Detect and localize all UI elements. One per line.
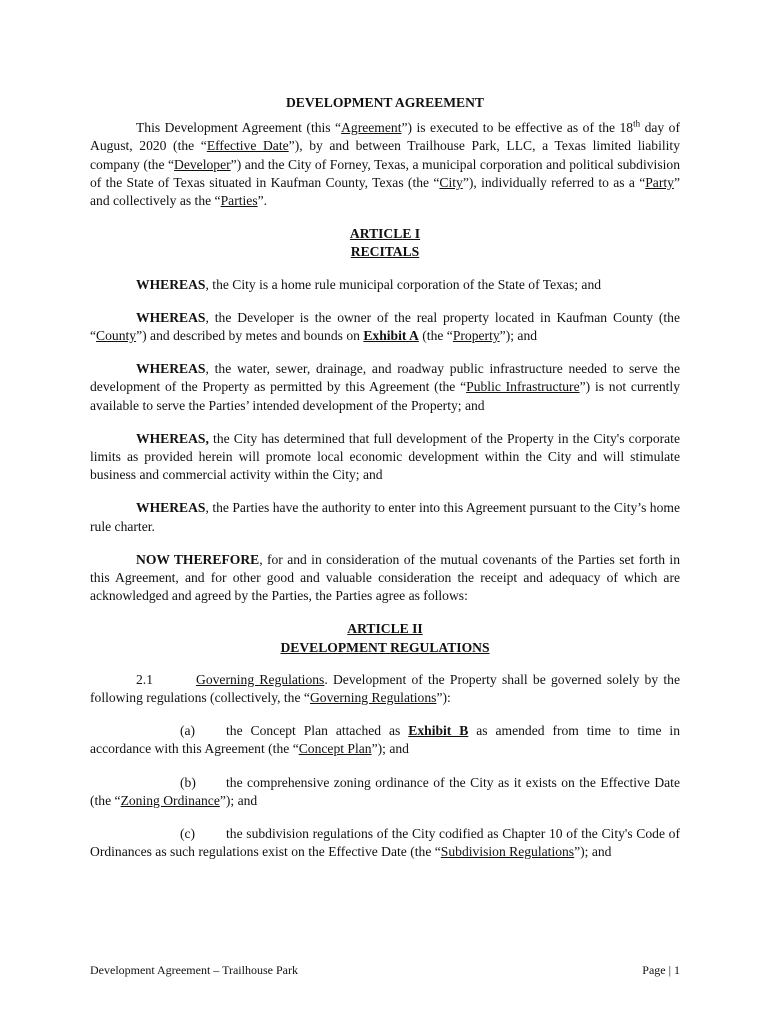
recital-2: WHEREAS, the Developer is the owner of the real property located in Kaufman County (the “County”) and described by metes and bounds on Exhibit A (the “Property”); and — [90, 309, 680, 344]
defined-term: Parties — [220, 193, 258, 209]
item-c: (c) the subdivision regulations of the City codified as Chapter 10 of the City's Code of Ordinances as such regulations exist on the Effective Date (the “Subdivision Regulations”); and — [90, 826, 680, 860]
footer-document-title: Development Agreement – Trailhouse Park — [90, 963, 298, 977]
item-a: (a) the Concept Plan attached as Exhibit B as amended from time to time in accordance with this Agreement (the “Concept Plan”); and — [90, 723, 680, 757]
now-therefore-paragraph: NOW THEREFORE, for and in consideration of the mutual covenants of the Parties set forth in this Agreement, and for other good and valuable consideration the receipt and adequacy of which are acknowledged and agreed by the Parties, the Parties agree as follows: — [90, 551, 681, 604]
item-b: (b) the comprehensive zoning ordinance of the City as it exists on the Effective Date (the “Zoning Ordinance”); and — [90, 774, 680, 808]
defined-term: Party — [645, 174, 674, 190]
article-2-heading: ARTICLE II DEVELOPMENT REGULATIONS — [280, 621, 490, 655]
defined-term: Developer — [174, 156, 231, 172]
recital-3: WHEREAS, the water, sewer, drainage, and roadway public infrastructure needed to serve the development of the Property as permitted by this Agreement (the “Public Infrastructure”) is not currently available to serve the Parties’ intended development of the Property; and — [90, 361, 681, 413]
defined-term: Effective Date — [206, 138, 289, 154]
recital-4: WHEREAS, the City has determined that full development of the Property in the City's corporate limits as provided herein will promote local economic development within the City and will stimulate business and commercial activity within the City; and — [90, 430, 680, 483]
recital-1: WHEREAS, the City is a home rule municipal corporation of the State of Texas; and — [136, 276, 602, 292]
defined-term: City — [439, 174, 463, 190]
recital-5: WHEREAS, the Parties have the authority to enter into this Agreement pursuant to the City’s home rule charter. — [90, 500, 680, 534]
page-footer — [90, 963, 680, 978]
document-title: DEVELOPMENT AGREEMENT — [285, 95, 485, 110]
page-number: Page | 1 — [642, 963, 680, 977]
intro-paragraph: This Development Agreement (this “Agreement”) is executed to be effective as of the 18th day of August, 2020 (the “Effective Date”), by and between Trailhouse Park, LLC, a Texas limited liability company (the “Developer”) and the City of Forney, Texas, a municipal corporation and political subdivision of the State of Texas situated in Kaufman County, Texas (the “City”), individually referred to as a “Party” and collectively as the “Parties”. — [90, 118, 680, 209]
defined-term: Agreement — [341, 120, 402, 136]
article-1-heading: ARTICLE I RECITALS — [349, 226, 421, 260]
section-2-1: 2.1 Governing Regulations. Development of the Property shall be governed solely by the following regulations (collectively, the “Governing Regulations”): — [90, 671, 680, 706]
document-body — [90, 94, 680, 877]
